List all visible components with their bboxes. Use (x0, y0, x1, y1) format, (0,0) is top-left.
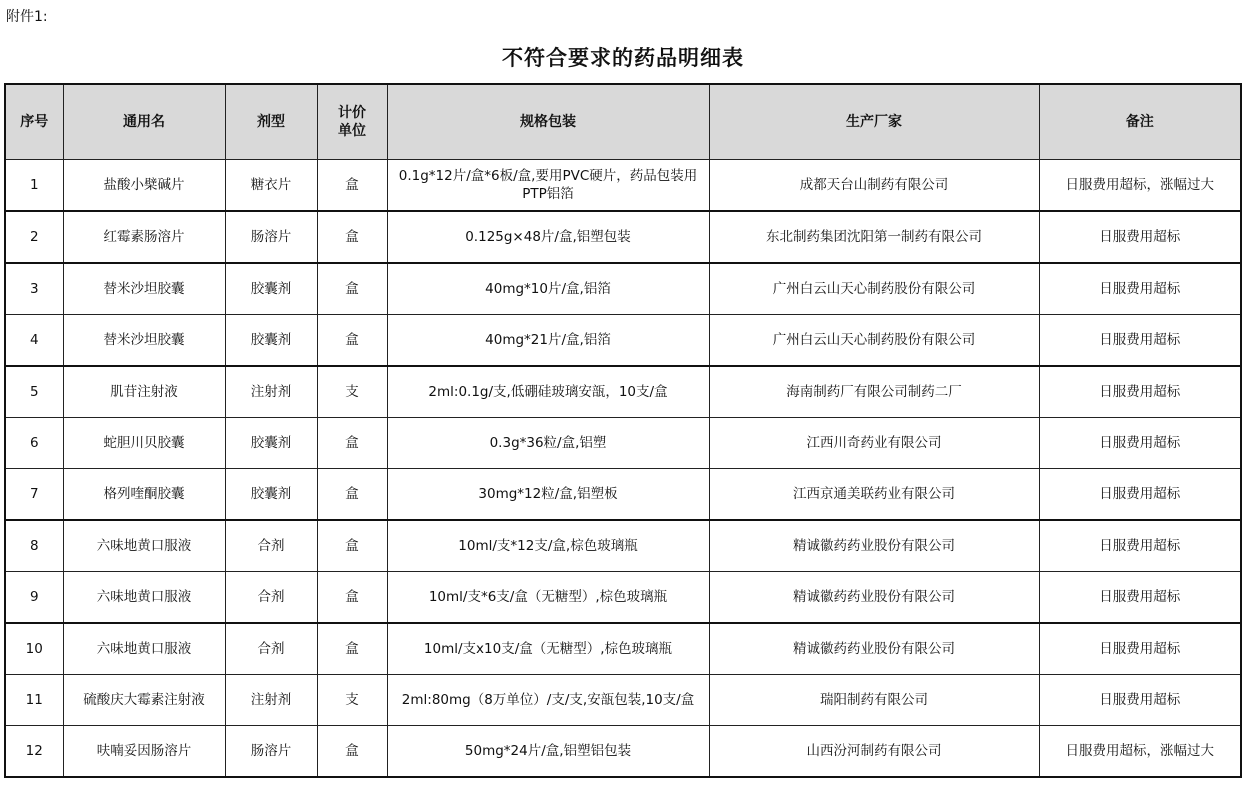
cell-name: 红霉素肠溶片 (63, 211, 225, 263)
cell-form: 胶囊剂 (225, 263, 317, 315)
cell-spec: 40mg*21片/盒,铝箔 (387, 315, 709, 367)
cell-unit: 盒 (317, 726, 387, 778)
cell-spec: 0.3g*36粒/盒,铝塑 (387, 418, 709, 469)
cell-name: 替米沙坦胶囊 (63, 315, 225, 367)
table-row (5, 418, 1241, 469)
cell-seq: 12 (5, 726, 63, 778)
cell-form: 胶囊剂 (225, 469, 317, 521)
cell-name: 呋喃妥因肠溶片 (63, 726, 225, 778)
cell-form: 合剂 (225, 623, 317, 675)
cell-note: 日服费用超标 (1039, 366, 1241, 418)
cell-seq: 7 (5, 469, 63, 521)
cell-maker: 山西汾河制药有限公司 (709, 726, 1039, 778)
cell-note: 日服费用超标 (1039, 623, 1241, 675)
cell-maker: 成都天台山制药有限公司 (709, 160, 1039, 212)
cell-form: 合剂 (225, 520, 317, 572)
cell-form: 注射剂 (225, 675, 317, 726)
cell-seq: 4 (5, 315, 63, 367)
cell-seq: 1 (5, 160, 63, 212)
cell-spec: 40mg*10片/盒,铝箔 (387, 263, 709, 315)
cell-name: 六味地黄口服液 (63, 572, 225, 624)
header-note: 备注 (1039, 84, 1241, 160)
cell-unit: 支 (317, 675, 387, 726)
cell-maker: 精诚徽药药业股份有限公司 (709, 572, 1039, 624)
attachment-label: 附件1: (6, 9, 48, 25)
cell-maker: 精诚徽药药业股份有限公司 (709, 520, 1039, 572)
cell-note: 日服费用超标 (1039, 211, 1241, 263)
header-maker: 生产厂家 (709, 84, 1039, 160)
header-unit: 计价单位 (317, 84, 387, 160)
cell-seq: 10 (5, 623, 63, 675)
cell-name: 六味地黄口服液 (63, 623, 225, 675)
cell-seq: 2 (5, 211, 63, 263)
table-row (5, 160, 1241, 212)
cell-name: 六味地黄口服液 (63, 520, 225, 572)
cell-form: 肠溶片 (225, 211, 317, 263)
header-seq: 序号 (5, 84, 63, 160)
cell-form: 糖衣片 (225, 160, 317, 212)
document-title: 不符合要求的药品明细表 (502, 46, 744, 70)
cell-seq: 9 (5, 572, 63, 624)
cell-seq: 8 (5, 520, 63, 572)
table-row (5, 366, 1241, 418)
header-name: 通用名 (63, 84, 225, 160)
cell-spec: 0.125g×48片/盒,铝塑包装 (387, 211, 709, 263)
cell-maker: 东北制药集团沈阳第一制药有限公司 (709, 211, 1039, 263)
cell-maker: 江西京通美联药业有限公司 (709, 469, 1039, 521)
cell-form: 注射剂 (225, 366, 317, 418)
cell-name: 硫酸庆大霉素注射液 (63, 675, 225, 726)
cell-unit: 盒 (317, 211, 387, 263)
cell-note: 日服费用超标 (1039, 315, 1241, 367)
cell-note: 日服费用超标 (1039, 675, 1241, 726)
table-row (5, 211, 1241, 263)
cell-seq: 3 (5, 263, 63, 315)
cell-maker: 江西川奇药业有限公司 (709, 418, 1039, 469)
table-row (5, 675, 1241, 726)
cell-note: 日服费用超标 (1039, 263, 1241, 315)
cell-note: 日服费用超标，涨幅过大 (1039, 160, 1241, 212)
cell-name: 盐酸小檗碱片 (63, 160, 225, 212)
header-spec: 规格包装 (387, 84, 709, 160)
cell-spec: 30mg*12粒/盒,铝塑板 (387, 469, 709, 521)
header-form: 剂型 (225, 84, 317, 160)
cell-maker: 广州白云山天心制药股份有限公司 (709, 315, 1039, 367)
cell-spec: 0.1g*12片/盒*6板/盒,要用PVC硬片，药品包装用PTP铝箔 (387, 160, 709, 212)
cell-unit: 盒 (317, 418, 387, 469)
cell-maker: 广州白云山天心制药股份有限公司 (709, 263, 1039, 315)
cell-spec: 2ml:80mg（8万单位）/支/支,安瓿包装,10支/盒 (387, 675, 709, 726)
cell-spec: 2ml:0.1g/支,低硼硅玻璃安瓿，10支/盒 (387, 366, 709, 418)
cell-note: 日服费用超标，涨幅过大 (1039, 726, 1241, 778)
cell-name: 替米沙坦胶囊 (63, 263, 225, 315)
cell-spec: 10ml/支*12支/盒,棕色玻璃瓶 (387, 520, 709, 572)
cell-name: 肌苷注射液 (63, 366, 225, 418)
cell-unit: 盒 (317, 315, 387, 367)
cell-note: 日服费用超标 (1039, 469, 1241, 521)
table-row (5, 520, 1241, 572)
table-row (5, 623, 1241, 675)
table-row (5, 572, 1241, 624)
cell-unit: 盒 (317, 520, 387, 572)
table-row (5, 469, 1241, 521)
cell-maker: 精诚徽药药业股份有限公司 (709, 623, 1039, 675)
cell-form: 肠溶片 (225, 726, 317, 778)
cell-name: 蛇胆川贝胶囊 (63, 418, 225, 469)
cell-maker: 海南制药厂有限公司制药二厂 (709, 366, 1039, 418)
cell-seq: 5 (5, 366, 63, 418)
drug-detail-table (4, 83, 1242, 778)
cell-note: 日服费用超标 (1039, 572, 1241, 624)
cell-spec: 10ml/支x10支/盒（无糖型）,棕色玻璃瓶 (387, 623, 709, 675)
cell-form: 胶囊剂 (225, 418, 317, 469)
cell-unit: 盒 (317, 572, 387, 624)
cell-unit: 支 (317, 366, 387, 418)
cell-form: 胶囊剂 (225, 315, 317, 367)
cell-note: 日服费用超标 (1039, 418, 1241, 469)
cell-unit: 盒 (317, 623, 387, 675)
cell-note: 日服费用超标 (1039, 520, 1241, 572)
cell-seq: 11 (5, 675, 63, 726)
cell-maker: 瑞阳制药有限公司 (709, 675, 1039, 726)
table-header-row (5, 84, 1241, 160)
table-row (5, 726, 1241, 778)
table-row (5, 263, 1241, 315)
cell-unit: 盒 (317, 469, 387, 521)
cell-spec: 50mg*24片/盒,铝塑铝包装 (387, 726, 709, 778)
cell-unit: 盒 (317, 263, 387, 315)
table-row (5, 315, 1241, 367)
cell-name: 格列喹酮胶囊 (63, 469, 225, 521)
cell-form: 合剂 (225, 572, 317, 624)
cell-seq: 6 (5, 418, 63, 469)
cell-unit: 盒 (317, 160, 387, 212)
cell-spec: 10ml/支*6支/盒（无糖型）,棕色玻璃瓶 (387, 572, 709, 624)
